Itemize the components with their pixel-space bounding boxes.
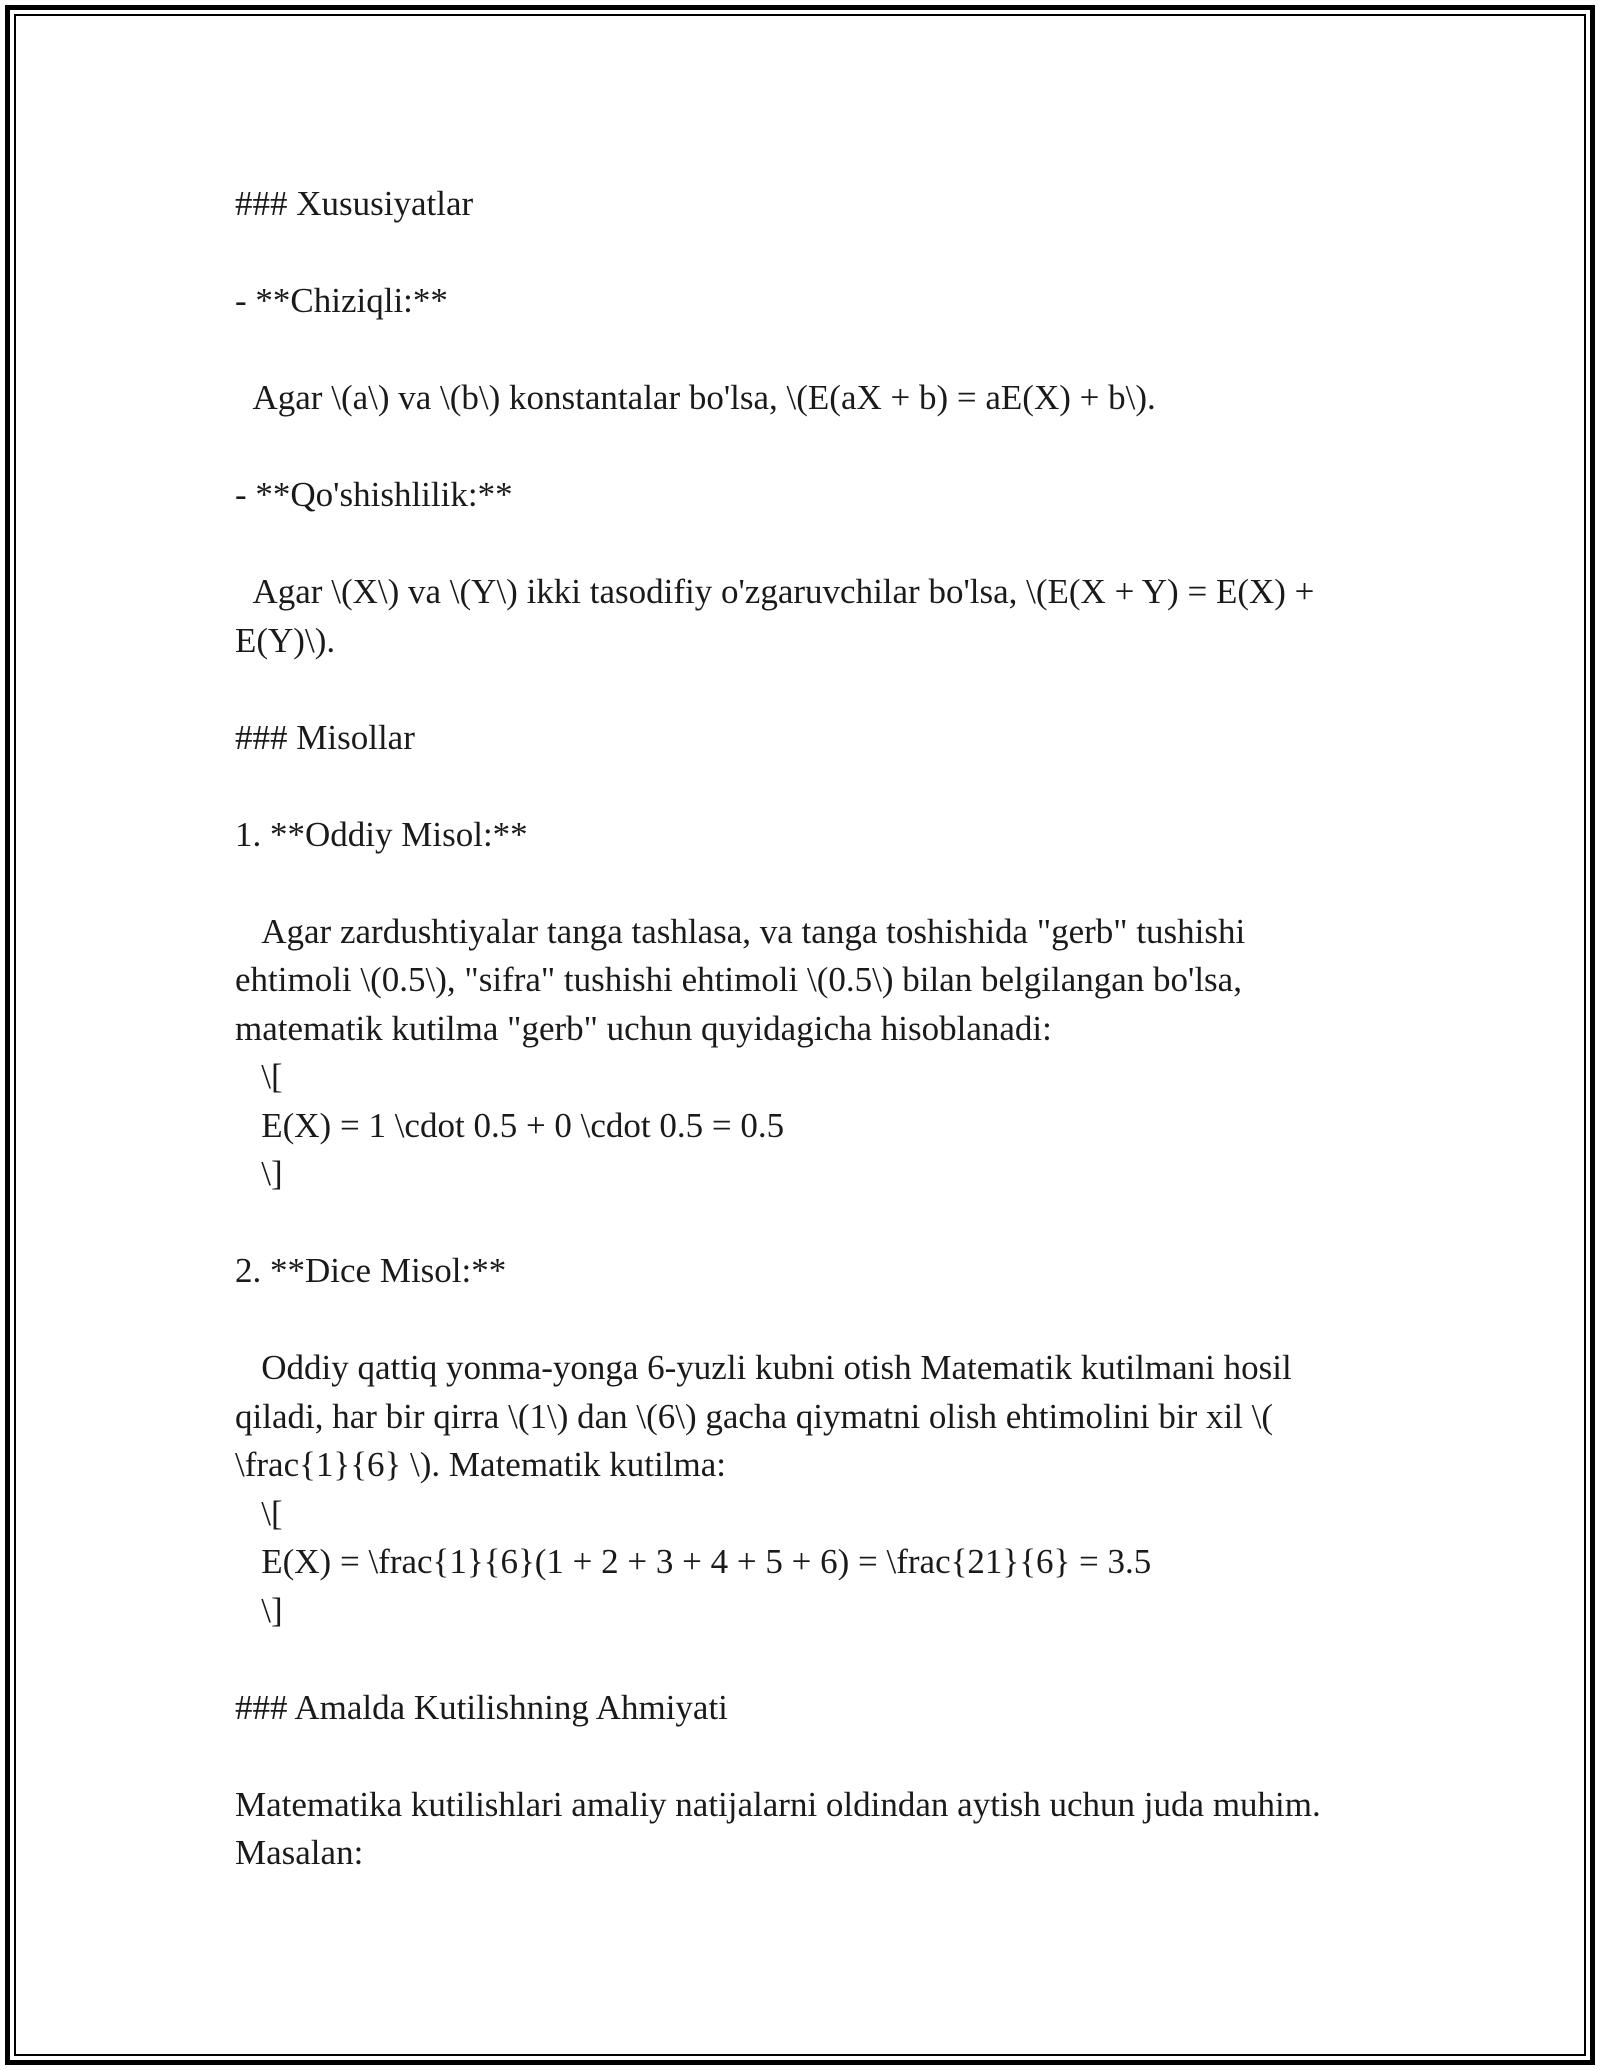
formula-open-dice: \[ bbox=[235, 1493, 283, 1533]
section-heading-misollar: ### Misollar bbox=[235, 717, 415, 757]
blank-line bbox=[235, 1732, 1365, 1781]
paragraph-chiziqli: Agar \(a\) va \(b\) konstantalar bo'lsa, \(E(aX + b) = aE(X) + b\). bbox=[235, 378, 1156, 417]
formula-oddiy: E(X) = 1 \cdot 0.5 + 0 \cdot 0.5 = 0.5 bbox=[235, 1105, 785, 1145]
paragraph-qoshishlilik: Agar \(X\) va \(Y\) ikki tasodifiy o'zgaruvchilar bo'lsa, \(E(X + Y) = E(X) + E(Y)\). bbox=[235, 572, 1324, 660]
section-heading-xususiyatlar: ### Xususiyatlar bbox=[235, 184, 474, 223]
paragraph-dice-misol: Oddiy qattiq yonma-yonga 6-yuzli kubni otish Matematik kutilmani hosil qiladi, har bir qirra \(1\) dan \(6\) gacha qiymatni olish ehtimolini bir xil \( \frac{1}{6} \). Matematik kutilma: bbox=[235, 1348, 1301, 1484]
paragraph-ahmiyati: Matematika kutilishlari amaliy natijalarni oldindan aytish uchun juda muhim. Masalan: bbox=[235, 1784, 1330, 1872]
formula-close-oddiy: \] bbox=[235, 1154, 283, 1193]
list-item-qoshishlilik: - **Qo'shishlilik:** bbox=[235, 475, 513, 514]
blank-line bbox=[235, 1635, 1365, 1684]
blank-line bbox=[235, 326, 1365, 375]
blank-line bbox=[235, 423, 1365, 472]
blank-line bbox=[235, 859, 1365, 908]
blank-line bbox=[235, 229, 1365, 278]
formula-dice: E(X) = \frac{1}{6}(1 + 2 + 3 + 4 + 5 + 6) = \frac{21}{6} = 3.5 bbox=[235, 1542, 1152, 1581]
blank-line bbox=[235, 520, 1365, 569]
blank-line bbox=[235, 1199, 1365, 1248]
blank-line bbox=[235, 762, 1365, 811]
document-body bbox=[235, 180, 1365, 1878]
list-item-oddiy-misol: 1. **Oddiy Misol:** bbox=[235, 814, 528, 854]
blank-line bbox=[235, 1296, 1365, 1345]
formula-open-oddiy: \[ bbox=[235, 1057, 283, 1096]
paragraph-oddiy-misol: Agar zardushtiyalar tanga tashlasa, va tanga toshishida "gerb" tushishi ehtimoli \(0.5\), "sifra" tushishi ehtimoli \(0.5\) bilan belgilangan bo'lsa, matematik kutilma "gerb" uchun quyidagicha hisoblanadi: bbox=[235, 911, 1254, 1048]
section-heading-ahmiyati: ### Amalda Kutilishning Ahmiyati bbox=[235, 1687, 728, 1727]
list-item-dice-misol: 2. **Dice Misol:** bbox=[235, 1251, 507, 1290]
list-item-chiziqli: - **Chiziqli:** bbox=[235, 281, 448, 320]
formula-close-dice: \] bbox=[235, 1590, 283, 1630]
blank-line bbox=[235, 665, 1365, 714]
